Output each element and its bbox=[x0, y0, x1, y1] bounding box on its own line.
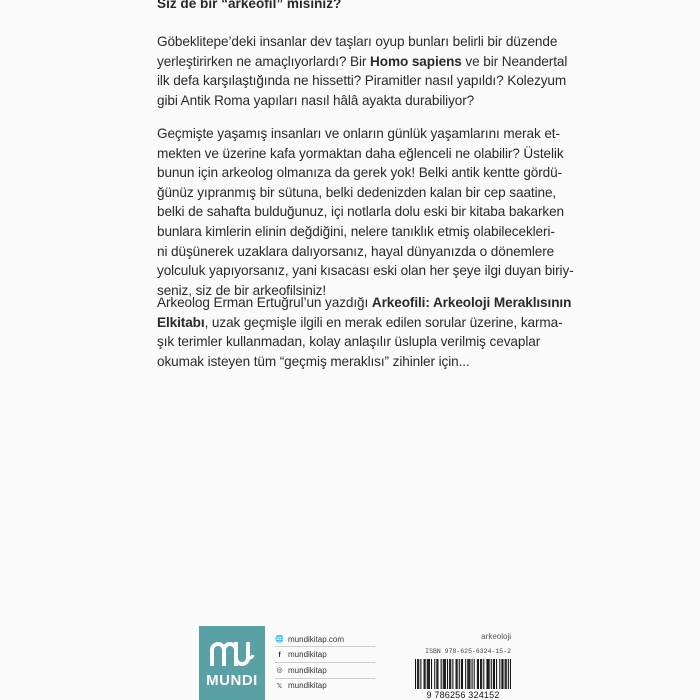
paragraph-1 bbox=[157, 32, 567, 110]
facebook-icon: f bbox=[278, 651, 281, 659]
text-line bbox=[157, 313, 567, 333]
text-segment: Göbeklitepe’deki insanlar dev taşları oyup bunları belirli bir düzende bbox=[157, 34, 558, 49]
text-line: yolculuk yapıyorsanız, yani kısacası eski olan her şeye ilgi duyan biriy- bbox=[157, 263, 574, 279]
isbn-text: ISBN 978-625-6324-15-2 bbox=[425, 648, 511, 655]
text-line bbox=[157, 332, 567, 352]
text-line: mekten ve üzerine kafa yormaktan daha eğlenceli ne olabilir? Üstelik bbox=[157, 145, 564, 161]
text-line: Geçmişte yaşamış insanları ve onların günlük yaşamlarını merak et- bbox=[157, 126, 560, 141]
bold-text-segment: Elkitabı bbox=[157, 314, 205, 330]
instagram-text: mundikitap bbox=[288, 665, 327, 675]
text-segment: Arkeolog Erman Ertuğrul’un yazdığı bbox=[157, 295, 372, 310]
divider bbox=[275, 646, 375, 647]
text-line bbox=[157, 71, 567, 91]
text-segment: yerleştirirken ne amaçlıyorlardı? Bir bbox=[157, 53, 371, 69]
globe-icon: 🌐 bbox=[275, 636, 284, 644]
instagram-row bbox=[275, 663, 344, 679]
instagram-icon: ◎ bbox=[276, 667, 283, 675]
category-label: arkeoloji bbox=[481, 632, 511, 641]
text-line: belki de sahafta bulduğunuz, içi notlarla dolu eski bir kitaba bakarken bbox=[157, 204, 565, 220]
publisher-footer bbox=[199, 626, 511, 700]
mundi-logo-icon bbox=[209, 640, 255, 668]
text-line bbox=[157, 91, 567, 111]
text-line bbox=[157, 32, 567, 52]
x-text: mundikitap bbox=[288, 681, 327, 691]
text-line bbox=[157, 352, 567, 372]
facebook-row bbox=[275, 648, 344, 664]
paragraph-3 bbox=[157, 293, 572, 371]
social-links bbox=[275, 632, 344, 694]
text-line bbox=[157, 293, 572, 313]
facebook-text: mundikitap bbox=[288, 650, 327, 660]
logo-wordmark: MUNDI bbox=[206, 672, 258, 689]
text-segment: şık terimler kullanmadan, kolay anlaşılır üslupla verilmiş cevaplar bbox=[157, 334, 541, 350]
back-cover-heading: Siz de bir “arkeofil” misiniz? bbox=[157, 0, 342, 11]
text-segment: ilk defa karşılaştığında ne hissetti? Piramitler nasıl yapıldı? Kolezyum bbox=[157, 73, 567, 89]
barcode-icon bbox=[415, 659, 511, 689]
text-line: ğünüz yıpranmış bir sütuna, belki dedenizden kalan bir cep saatine, bbox=[157, 184, 557, 200]
website-text: mundikitap.com bbox=[288, 634, 345, 644]
text-segment: ve bir Neandertal bbox=[461, 53, 568, 69]
text-line: bunun için arkeolog olmanıza da gerek yok! Belki antik kentte gördü- bbox=[157, 165, 563, 181]
text-line bbox=[157, 52, 567, 72]
x-icon: 𝕏 bbox=[276, 682, 283, 690]
text-segment: , uzak geçmişle ilgili en merak edilen sorular üzerine, karma- bbox=[204, 314, 563, 330]
text-segment: gibi Antik Roma yapıları nasıl hâlâ ayakta durabiliyor? bbox=[157, 92, 475, 108]
bold-text-segment: Homo sapiens bbox=[370, 53, 462, 69]
divider bbox=[275, 662, 375, 663]
x-row bbox=[275, 679, 344, 695]
isbn-barcode bbox=[415, 659, 511, 700]
text-segment: okumak isteyen tüm “geçmiş meraklısı” zihinler için... bbox=[157, 353, 470, 369]
publisher-logo bbox=[199, 626, 265, 700]
text-line: bunlara kimlerin elinin değdiğini, nelere tanıklık etmiş olabilecekleri- bbox=[157, 223, 555, 239]
paragraph-2 bbox=[157, 124, 574, 300]
bold-text-segment: Arkeofili: Arkeoloji Meraklısının bbox=[371, 295, 572, 310]
text-line: ni düşünerek uzaklara dalıyorsanız, hayal dünyanızda o dönemlere bbox=[157, 243, 555, 259]
divider bbox=[275, 678, 375, 679]
barcode-digits: 9 786256 324152 bbox=[426, 690, 500, 700]
text-line: seniz, siz de bir arkeofilsiniz! bbox=[157, 282, 327, 298]
